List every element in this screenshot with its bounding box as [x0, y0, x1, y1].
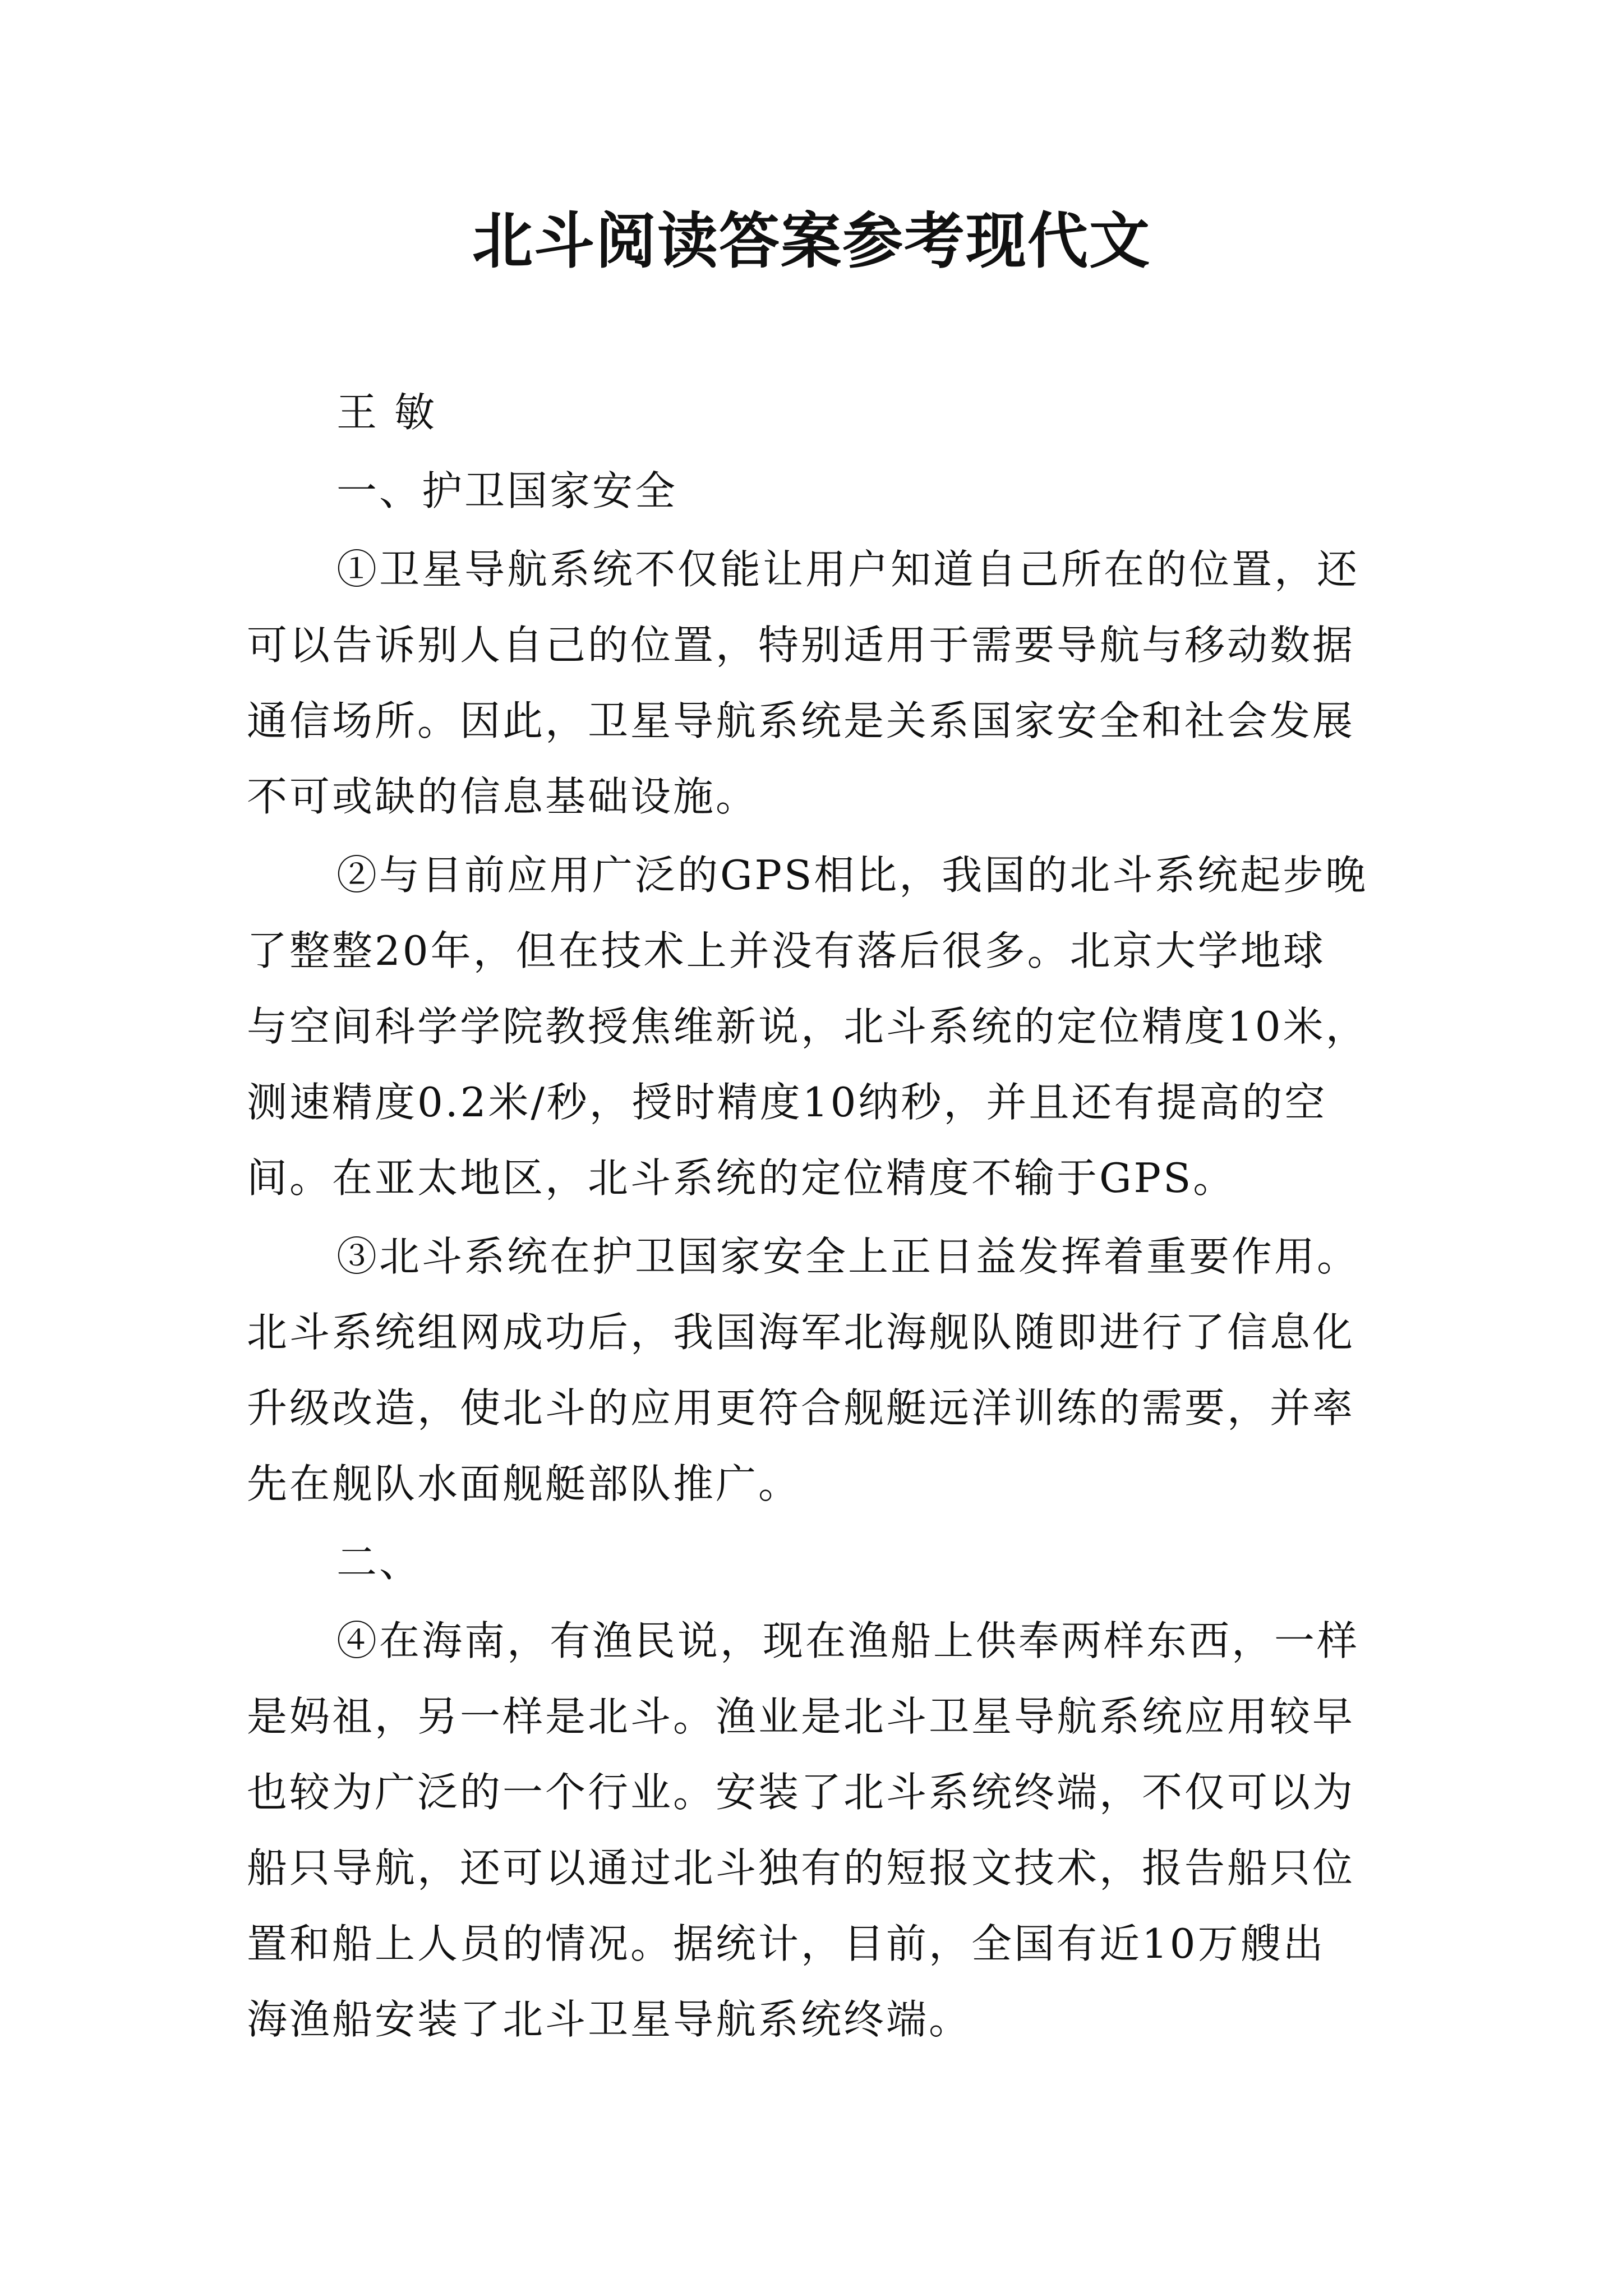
section-heading-2: 二、 [336, 1539, 422, 1586]
paragraph-line: 通信场所。因此，卫星导航系统是关系国家安全和社会发展 [247, 697, 1355, 744]
paragraph-line: 可以告诉别人自己的位置，特别适用于需要导航与移动数据 [247, 622, 1355, 669]
paragraph-line: 与空间科学学院教授焦维新说，北斗系统的定位精度10米， [247, 1003, 1368, 1050]
paragraph-line: 间。在亚太地区，北斗系统的定位精度不输于GPS。 [247, 1154, 1236, 1202]
paragraph-line: 了整整20年，但在技术上并没有落后很多。北京大学地球 [247, 927, 1326, 974]
paragraph-line: 测速精度0.2米/秒，授时精度10纳秒，并且还有提高的空 [247, 1079, 1327, 1126]
paragraph-line: 置和船上人员的情况。据统计，目前，全国有近10万艘出 [247, 1920, 1326, 1967]
section-heading-1: 一、护卫国家安全 [336, 467, 678, 514]
paragraph-line: ①卫星导航系统不仅能让用户知道自己所在的位置，还 [336, 546, 1360, 593]
paragraph-line: ②与目前应用广泛的GPS相比，我国的北斗系统起步晚 [336, 852, 1368, 899]
paragraph-line: ③北斗系统在护卫国家安全上正日益发挥着重要作用。 [336, 1233, 1360, 1280]
document-title: 北斗阅读答案参考现代文 [472, 206, 1151, 277]
paragraph-line: 海渔船安装了北斗卫星导航系统终端。 [247, 1996, 972, 2043]
paragraph-line: 是妈祖，另一样是北斗。渔业是北斗卫星导航系统应用较早 [247, 1693, 1355, 1740]
paragraph-line: 升级改造，使北斗的应用更符合舰艇远洋训练的需要，并率 [247, 1384, 1355, 1432]
paragraph-line: 北斗系统组网成功后，我国海军北海舰队随即进行了信息化 [247, 1309, 1355, 1356]
author-name: 王 敏 [336, 389, 437, 436]
paragraph-line: 先在舰队水面舰艇部队推广。 [247, 1460, 801, 1507]
paragraph-line: ④在海南，有渔民说，现在渔船上供奉两样东西，一样 [336, 1617, 1360, 1664]
paragraph-line: 不可或缺的信息基础设施。 [247, 773, 759, 820]
paragraph-line: 也较为广泛的一个行业。安装了北斗系统终端，不仅可以为 [247, 1769, 1355, 1816]
paragraph-line: 船只导航，还可以通过北斗独有的短报文技术，报告船只位 [247, 1844, 1355, 1892]
